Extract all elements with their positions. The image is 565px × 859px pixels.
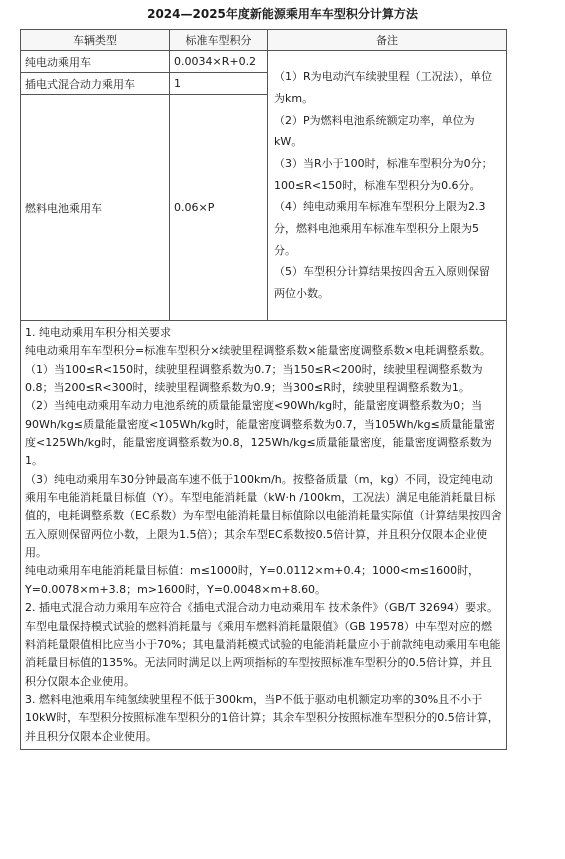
requirement-paragraph: 3. 燃料电池乘用车纯氢续驶里程不低于300km，当P不低于驱动电机额定功率的30%且不小于10kW时，车型积分按照标准车型积分的1倍计算；其余车型积分按照标准车型积分的0.5倍计算，并且积分仅限本企业使用。: [25, 692, 499, 743]
note-item: （2）P为燃料电池系统额定功率，单位为kW。: [274, 113, 475, 149]
note-item: （1）R为电动汽车续驶里程（工况法），单位为km。: [274, 70, 493, 105]
header-notes: 备注: [268, 30, 507, 51]
notes-cell: [268, 51, 507, 321]
table-header-row: [21, 30, 507, 51]
requirement-paragraph: 2. 插电式混合动力乘用车应符合《插电式混合动力电动乘用车 技术条件》（GB/T 32694）要求。车型电量保持模式试验的燃料消耗量与《乘用车燃料消耗量限值》（GB 19578）中车型对应的燃料消耗量限值相比应当小于70%；其电量消耗模式试验的电能消耗量应小于前款纯电动乘用车电能消耗量目标值的135%。无法同时满足以上两项指标的车型按照标准车型积分的0.5倍计算，并且积分仅限本企业使用。: [25, 601, 501, 688]
note-item: （3）当R小于100时，标准车型积分为0分；100≤R<150时，标准车型积分为0.6分。: [274, 156, 493, 192]
standard-score-cell: 0.0034×R+0.2: [170, 51, 268, 73]
requirement-paragraph: （3）纯电动乘用车30分钟最高车速不低于100km/h。按整备质量（m，kg）不同，设定纯电动乘用车电能消耗量目标值（Y）。车型电能消耗量（kW·h /100km，工况法）满足电能消耗量目标值的，电耗调整系数（EC系数）为车型电能消耗量目标值除以电能消耗量实际值（计算结果按四舍五入原则保留两位小数，上限为1.5倍）；其余车型EC系数按0.5倍计算，并且积分仅限本企业使用。: [25, 472, 502, 560]
requirement-paragraph: 纯电动乘用车电能消耗量目标值：m≤1000时，Y=0.0112×m+0.4；1000<m≤1600时，Y=0.0078×m+3.8；m>1600时，Y=0.0048×m+8.60。: [25, 564, 480, 596]
vehicle-type-cell: 燃料电池乘用车: [21, 95, 170, 321]
requirements-cell: [21, 321, 507, 750]
header-standard-score: 标准车型积分: [170, 30, 268, 51]
note-item: （4）纯电动乘用车标准车型积分上限为2.3分，燃料电池乘用车标准车型积分上限为5分。: [274, 200, 486, 257]
vehicle-type-cell: 纯电动乘用车: [21, 51, 170, 73]
credit-table: [20, 29, 507, 750]
requirement-paragraph: （2）当纯电动乘用车动力电池系统的质量能量密度<90Wh/kg时，能量密度调整系数为0；当90Wh/kg≤质量能量密度<105Wh/kg时，能量密度调整系数为0.7，当105Wh/kg≤质量能量密度<125Wh/kg时，能量密度调整系数为0.8，125Wh/kg≤质量能量密度，能量密度调整系数为1。: [25, 399, 495, 468]
requirement-paragraph: 1. 纯电动乘用车积分相关要求: [25, 326, 171, 339]
standard-score-cell: 0.06×P: [170, 95, 268, 321]
vehicle-type-cell: 插电式混合动力乘用车: [21, 73, 170, 95]
standard-score-cell: 1: [170, 73, 268, 95]
table-row: [21, 51, 507, 73]
page-title: 2024—2025年度新能源乘用车车型积分计算方法: [147, 7, 418, 21]
requirement-paragraph: 纯电动乘用车车型积分=标准车型积分×续驶里程调整系数×能量密度调整系数×电耗调整系数。: [25, 344, 491, 358]
header-vehicle-type: 车辆类型: [21, 30, 170, 51]
note-item: （5）车型积分计算结果按四舍五入原则保留两位小数。: [274, 265, 490, 301]
requirements-row: [21, 321, 507, 750]
requirement-paragraph: （1）当100≤R<150时，续驶里程调整系数为0.7；当150≤R<200时，续驶里程调整系数为0.8；当200≤R<300时，续驶里程调整系数为0.9；当300≤R时，续驶里程调整系数为1。: [25, 362, 483, 395]
